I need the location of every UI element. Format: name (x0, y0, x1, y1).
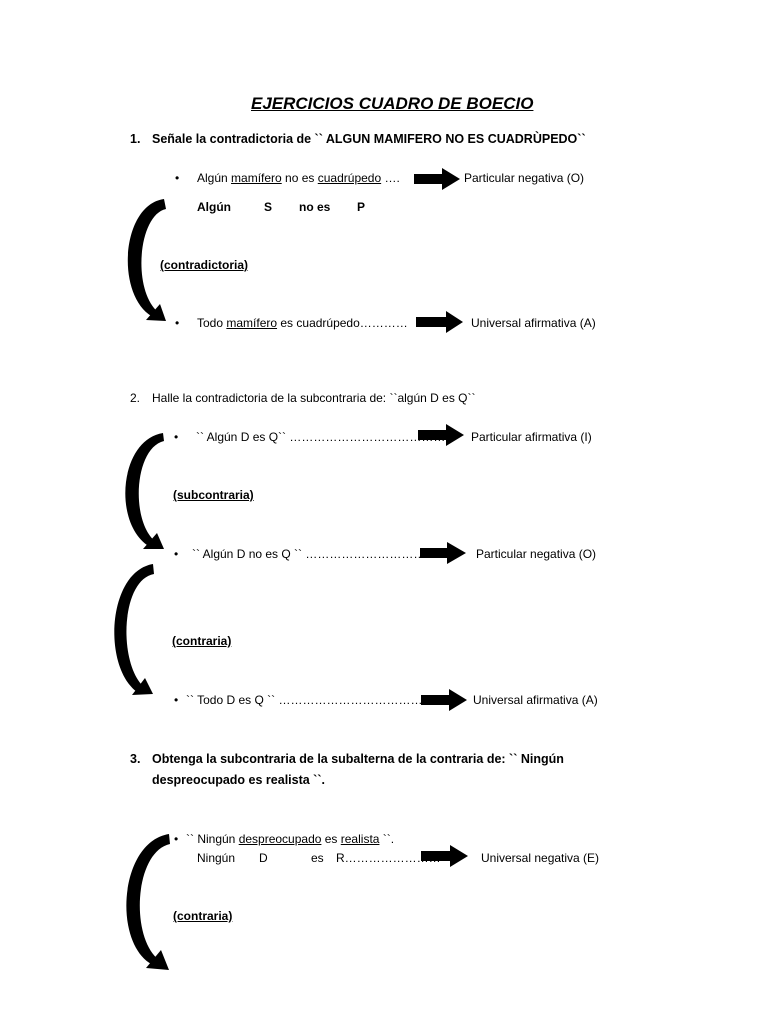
q3-schema-quantifier: Ningún (197, 851, 236, 865)
bullet-icon: • (174, 430, 179, 444)
bullet-icon: • (174, 547, 179, 561)
curved-arrow-icon (126, 834, 170, 970)
question-1-text: Señale la contradictoria de `` ALGUN MAMIFERO NO ES CUADRÙPEDO`` (152, 132, 586, 146)
q1-schema-quantifier: Algún (197, 200, 231, 214)
q3-result-1: Universal negativa (E) (481, 851, 600, 865)
q2-statement-3: `` Todo D es Q `` …………………………………… (186, 693, 447, 707)
curved-arrow-icon (114, 564, 154, 695)
q1-result-2: Universal afirmativa (A) (471, 316, 596, 330)
q3-statement-1: `` Ningún despreocupado es realista ``. (186, 832, 395, 846)
curved-arrow-icon (125, 433, 164, 549)
q3-schema-predicate: R…………………… (336, 851, 441, 865)
question-1-number: 1. (130, 132, 141, 146)
q1-statement-2: Todo mamífero es cuadrúpedo………… (197, 316, 408, 330)
question-3-text-line-1: Obtenga la subcontraria de la subalterna de la contraria de: `` Ningún (152, 752, 564, 766)
page-title: EJERCICIOS CUADRO DE BOECIO (251, 94, 534, 113)
q1-statement-1: Algún mamífero no es cuadrúpedo …. (197, 171, 400, 185)
bullet-icon: • (175, 316, 180, 330)
bullet-icon: • (175, 171, 180, 185)
q3-schema-subject: D (259, 851, 268, 865)
q2-result-3: Universal afirmativa (A) (473, 693, 598, 707)
q2-relation-label-1: (subcontraria) (173, 488, 254, 502)
q1-result-1: Particular negativa (O) (464, 171, 585, 185)
q2-result-1: Particular afirmativa (I) (471, 430, 592, 444)
q2-statement-1: `` Algún D es Q`` …………………………………. (196, 430, 449, 444)
right-arrow-icon (416, 311, 463, 333)
q1-schema-copula: no es (299, 200, 331, 214)
q2-result-2: Particular negativa (O) (476, 547, 597, 561)
q2-relation-label-2: (contraria) (172, 634, 232, 648)
q1-relation-label: (contradictoria) (160, 258, 249, 272)
right-arrow-icon (414, 168, 460, 190)
question-3-text-line-2: despreocupado es realista ``. (152, 773, 325, 787)
question-2-number: 2. (130, 391, 141, 405)
q3-relation-label: (contraria) (173, 909, 233, 923)
q2-statement-2: `` Algún D no es Q `` …………………………… (192, 547, 438, 561)
question-3-number: 3. (130, 752, 141, 766)
bullet-icon: • (174, 832, 179, 846)
bullet-icon: • (174, 693, 179, 707)
q1-schema-predicate: P (357, 200, 366, 214)
q3-schema-copula: es (311, 851, 324, 865)
question-2-text: Halle la contradictoria de la subcontraria de: ``algún D es Q`` (152, 391, 476, 405)
q1-schema-subject: S (264, 200, 273, 214)
